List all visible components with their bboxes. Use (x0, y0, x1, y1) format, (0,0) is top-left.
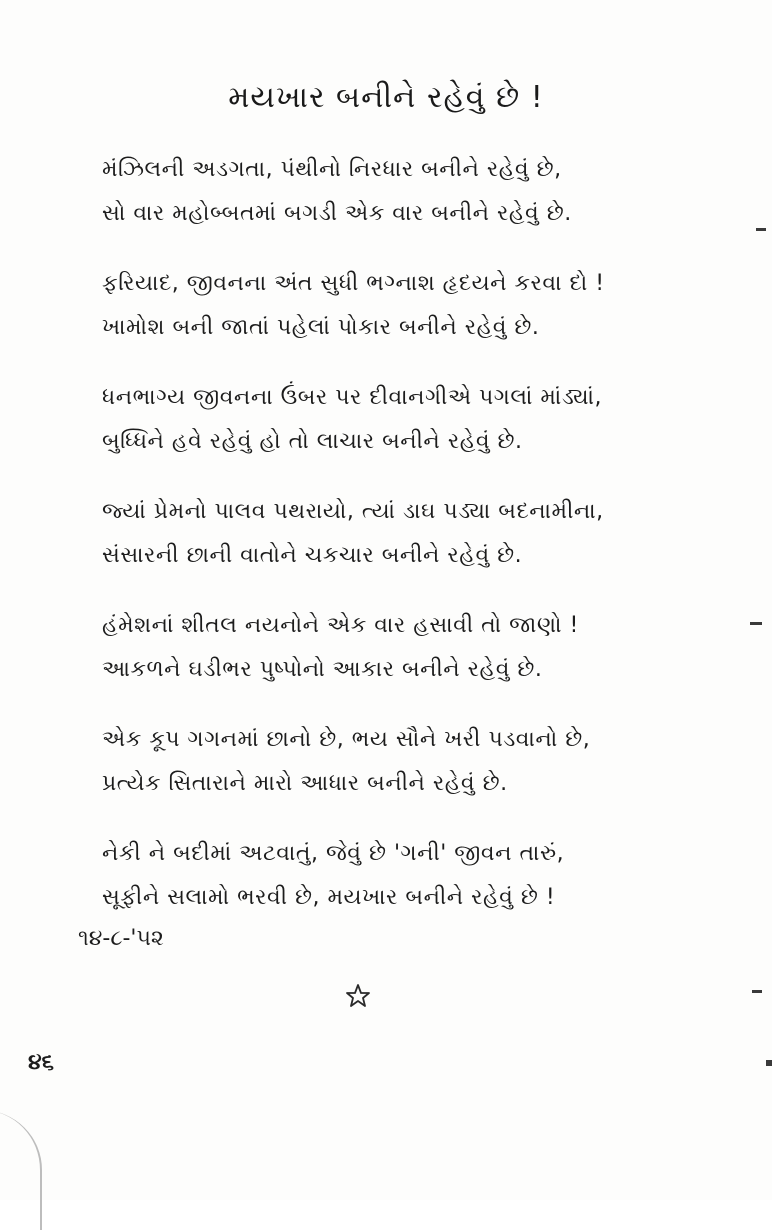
page-curl (0, 1110, 42, 1230)
poem-line: જ્યાં પ્રેમનો પાલવ પથરાયો, ત્યાં ડાઘ પડ્યા બદનામીના, (102, 499, 604, 524)
poem-line: એક કૂપ ગગનમાં છાનો છે, ભય સૌને ખરી પડવાનો છે, (102, 727, 591, 752)
poem-date: ૧૪-૮-'૫૨ (78, 926, 164, 951)
poem-line: મંઝિલની અડગતા, પંથીનો નિરધાર બનીને રહેવું છે, (102, 157, 562, 182)
poem-line: આકળને ઘડીભર પુષ્પોનો આકાર બનીને રહેવું છે. (102, 657, 543, 682)
poem-line: સૂફીને સલામો ભરવી છે, મયખાર બનીને રહેવું છે ! (102, 885, 556, 910)
poem-line: બુધ્ધિને હવે રહેવું હો તો લાચાર બનીને રહેવું છે. (102, 429, 523, 454)
stanza-4 (102, 490, 662, 578)
stanza-7 (102, 832, 662, 920)
stanza-5 (102, 604, 662, 692)
poem-body (102, 148, 662, 946)
stanza-1 (102, 148, 662, 236)
poem-line: ખામોશ બની જાતાં પહેલાં પોકાર બનીને રહેવું છે. (102, 315, 540, 340)
scan-edge-mark (756, 228, 766, 231)
scan-edge-mark (750, 622, 762, 625)
poem-line: ધનભાગ્ય જીવનના ઉંબર પર દીવાનગીએ પગલાં માંડ્યાં, (102, 385, 603, 410)
poem-line: સંસારની છાની વાતોને ચકચાર બનીને રહેવું છે. (102, 543, 523, 568)
poem-title: મયખાર બનીને રહેવું છે ! (228, 80, 544, 115)
page-number: ૪૬ (28, 1050, 54, 1075)
poem-line: સો વાર મહોબ્બતમાં બગડી એક વાર બનીને રહેવું છે. (102, 201, 572, 226)
poem-line: ફરિયાદ, જીવનના અંત સુધી ભગ્નાશ હૃદયને કરવા દો ! (102, 271, 605, 296)
stanza-6 (102, 718, 662, 806)
stanza-2 (102, 262, 662, 350)
stanza-3 (102, 376, 662, 464)
star-ornament-icon (344, 982, 372, 1010)
scan-edge-mark (752, 990, 762, 993)
poem-line: હંમેશનાં શીતલ નયનોને એક વાર હસાવી તો જાણો ! (102, 613, 579, 638)
poem-line: નેકી ને બદીમાં અટવાતું, જેવું છે 'ગની' જીવન તારું, (102, 841, 565, 866)
poem-line: પ્રત્યેક સિતારાને મારો આધાર બનીને રહેવું છે. (102, 771, 508, 796)
scan-edge-mark (766, 1060, 772, 1066)
